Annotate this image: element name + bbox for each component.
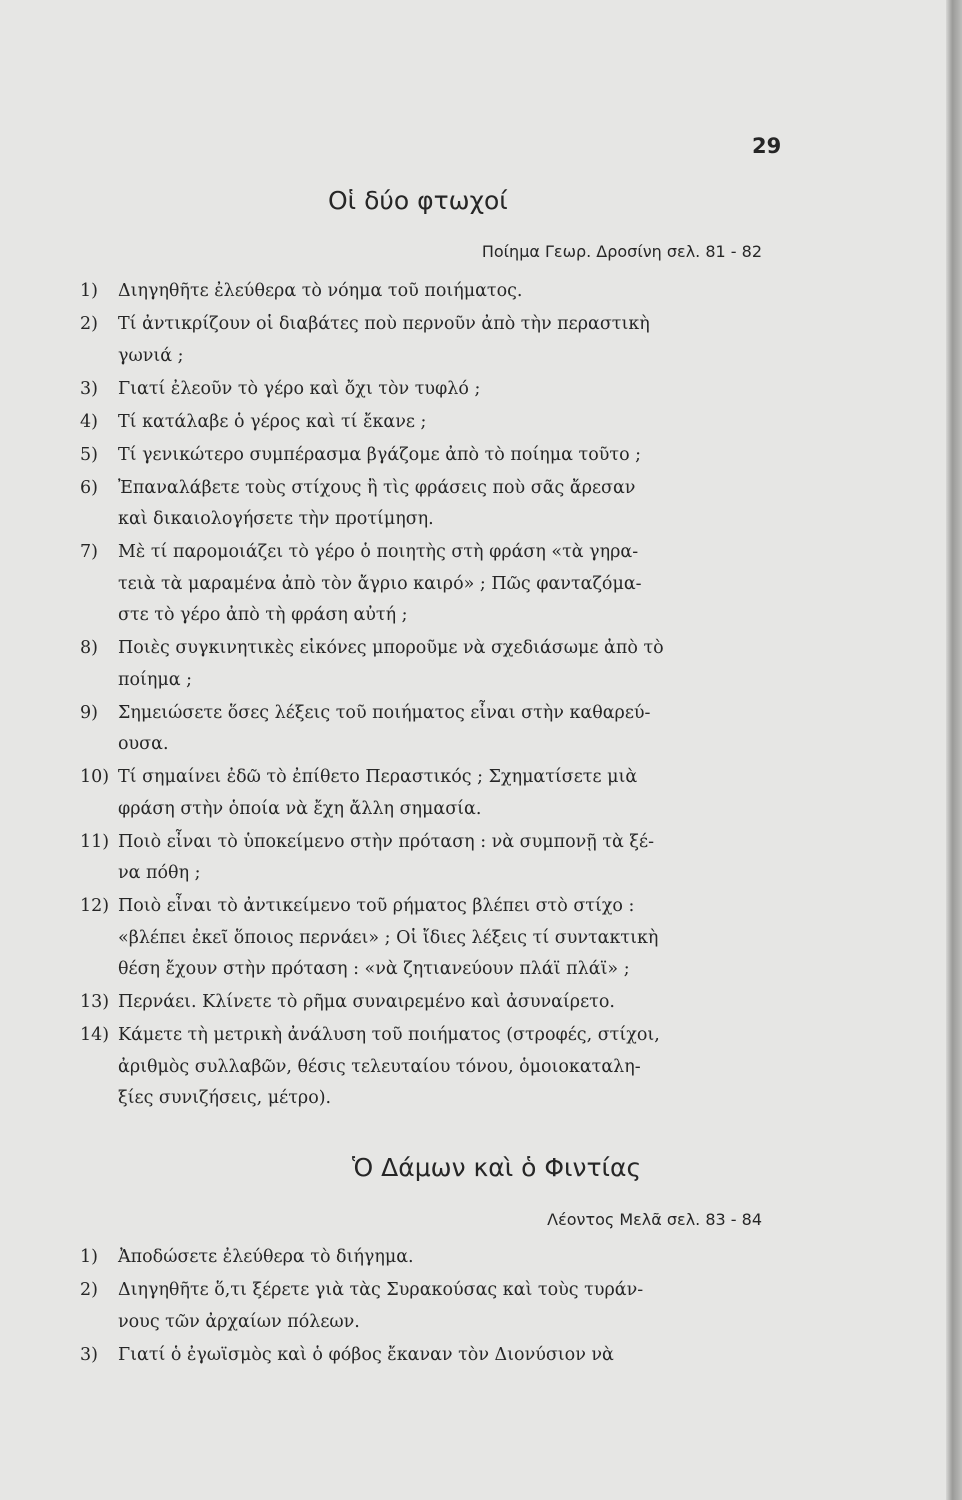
question-line xyxy=(80,309,780,341)
question-item xyxy=(80,1020,780,1115)
question-item xyxy=(80,891,780,986)
section-1-source: Ποίημα Γεωρ. Δροσίνη σελ. 81 - 82 xyxy=(481,242,762,261)
question-line xyxy=(80,341,780,373)
question-line xyxy=(80,537,780,569)
question-number: 1) xyxy=(80,1247,98,1267)
question-text: Τί σημαίνει ἐδῶ τὸ ἐπίθετο Περαστικός ; Σχηματίσετε μιὰ xyxy=(118,767,638,787)
question-text: γωνιά ; xyxy=(118,345,184,366)
question-line xyxy=(80,698,780,730)
question-text: Σημειώσετε ὅσες λέξεις τοῦ ποιήματος εἶναι στὴν καθαρεύ- xyxy=(118,702,651,723)
question-number: 4) xyxy=(80,411,98,432)
question-line xyxy=(80,923,780,955)
question-text: φράση στὴν ὁποία νὰ ἔχη ἄλλη σημασία. xyxy=(118,798,482,819)
question-text: Ἐπαναλάβετε τοὺς στίχους ἢ τὶς φράσεις ποὺ σᾶς ἄρεσαν xyxy=(118,477,636,498)
question-line xyxy=(80,633,780,665)
question-text: Τί κατάλαβε ὁ γέρος καὶ τί ἔκανε ; xyxy=(118,411,427,432)
question-line xyxy=(80,954,780,986)
question-text: τειὰ τὰ μαραμένα ἀπὸ τὸν ἄγριο καιρό» ; Πῶς φανταζόμα- xyxy=(118,573,642,594)
question-line xyxy=(80,1307,780,1339)
question-number: 7) xyxy=(80,542,98,562)
question-line xyxy=(80,858,780,890)
question-number: 12) xyxy=(80,896,110,916)
question-line xyxy=(80,987,780,1019)
question-text: Τί ἀντικρίζουν οἱ διαβάτες ποὺ περνοῦν ἀπὸ τὴν περαστικὴ xyxy=(118,314,650,334)
question-text: ουσα. xyxy=(118,734,169,754)
question-item xyxy=(80,698,780,761)
question-text: ἀριθμὸς συλλαβῶν, θέσις τελευταίου τόνου, ὁμοιοκαταλη- xyxy=(118,1056,641,1077)
question-number: 2) xyxy=(80,314,98,334)
question-number: 3) xyxy=(80,1344,98,1365)
question-item xyxy=(80,374,780,406)
question-number: 2) xyxy=(80,1280,98,1300)
question-number: 10) xyxy=(80,767,110,787)
section-1-title: Οἱ δύο φτωχοί xyxy=(328,186,508,215)
question-text: Διηγηθῆτε ὅ,τι ξέρετε γιὰ τὰς Συρακούσας καὶ τοὺς τυράν- xyxy=(118,1280,644,1300)
page-edge xyxy=(946,0,962,1500)
question-number: 1) xyxy=(80,281,98,301)
question-line xyxy=(80,729,780,761)
question-item xyxy=(80,1242,780,1274)
question-line xyxy=(80,1242,780,1274)
question-number: 11) xyxy=(80,831,110,852)
question-line xyxy=(80,407,780,439)
question-line xyxy=(80,276,780,308)
question-line xyxy=(80,1275,780,1307)
question-line xyxy=(80,473,780,505)
question-text: Διηγηθῆτε ἐλεύθερα τὸ νόημα τοῦ ποιήματος. xyxy=(118,281,523,301)
question-text: Τί γενικώτερο συμπέρασμα βγάζομε ἀπὸ τὸ ποίημα τοῦτο ; xyxy=(118,444,642,465)
question-number: 6) xyxy=(80,477,98,498)
question-text: Κάμετε τὴ μετρικὴ ἀνάλυση τοῦ ποιήματος (στροφές, στίχοι, xyxy=(118,1025,660,1045)
question-number: 8) xyxy=(80,638,98,658)
question-text: Ποιὸ εἶναι τὸ ὑποκείμενο στὴν πρόταση : νὰ συμπονῇ τὰ ξέ- xyxy=(118,831,655,852)
question-line xyxy=(80,1052,780,1084)
question-line xyxy=(80,827,780,859)
question-text: Μὲ τί παρομοιάζει τὸ γέρο ὁ ποιητὴς στὴ φράση «τὰ γηρα- xyxy=(118,542,639,562)
question-line xyxy=(80,665,780,697)
question-line xyxy=(80,1083,780,1115)
question-item xyxy=(80,762,780,825)
question-item xyxy=(80,407,780,439)
question-item xyxy=(80,1275,780,1338)
question-line xyxy=(80,600,780,632)
question-line xyxy=(80,504,780,536)
question-item xyxy=(80,987,780,1019)
question-line xyxy=(80,1340,780,1372)
question-item xyxy=(80,633,780,696)
question-item xyxy=(80,440,780,472)
question-text: νους τῶν ἀρχαίων πόλεων. xyxy=(118,1311,360,1332)
section-2-title: Ὁ Δάμων καὶ ὁ Φιντίας xyxy=(352,1153,642,1182)
question-number: 5) xyxy=(80,444,98,465)
section-2-source: Λέοντος Μελᾶ σελ. 83 - 84 xyxy=(547,1210,762,1229)
question-text: ξίες συνιζήσεις, μέτρο). xyxy=(118,1088,332,1108)
question-text: Γιατί ἐλεοῦν τὸ γέρο καὶ ὄχι τὸν τυφλό ; xyxy=(118,378,481,399)
question-text: Ἀποδώσετε ἐλεύθερα τὸ διήγημα. xyxy=(118,1247,414,1267)
question-number: 13) xyxy=(80,992,110,1012)
question-item xyxy=(80,309,780,372)
question-item xyxy=(80,827,780,890)
question-line xyxy=(80,440,780,472)
question-line xyxy=(80,891,780,923)
question-line xyxy=(80,569,780,601)
question-number: 14) xyxy=(80,1025,110,1045)
question-line xyxy=(80,762,780,794)
question-line xyxy=(80,1020,780,1052)
question-number: 3) xyxy=(80,378,98,399)
question-text: θέση ἔχουν στὴν πρόταση : «νὰ ζητιανεύουν πλάϊ πλάϊ» ; xyxy=(118,959,630,979)
question-text: καὶ δικαιολογήσετε τὴν προτίμηση. xyxy=(118,509,434,529)
question-line xyxy=(80,374,780,406)
question-item xyxy=(80,1340,780,1372)
question-text: Περνάει. Κλίνετε τὸ ρῆμα συναιρεμένο καὶ ἀσυναίρετο. xyxy=(118,992,615,1012)
question-item xyxy=(80,473,780,536)
question-item xyxy=(80,537,780,632)
question-item xyxy=(80,276,780,308)
question-text: να πόθη ; xyxy=(118,863,201,883)
question-text: ποίημα ; xyxy=(118,669,193,690)
page-number: 29 xyxy=(752,134,782,158)
question-text: Ποιὲς συγκινητικὲς εἰκόνες μποροῦμε νὰ σχεδιάσωμε ἀπὸ τὸ xyxy=(118,638,664,658)
question-line xyxy=(80,794,780,826)
question-text: «βλέπει ἐκεῖ ὅποιος περνάει» ; Οἱ ἴδιες λέξεις τί συντακτικὴ xyxy=(118,927,659,948)
question-number: 9) xyxy=(80,702,98,723)
question-text: Ποιὸ εἶναι τὸ ἀντικείμενο τοῦ ρήματος βλέπει στὸ στίχο : xyxy=(118,896,635,916)
question-text: στε τὸ γέρο ἀπὸ τὴ φράση αὐτή ; xyxy=(118,605,408,625)
question-text: Γιατί ὁ ἐγωϊσμὸς καὶ ὁ φόβος ἔκαναν τὸν Διονύσιον νὰ xyxy=(118,1344,614,1365)
